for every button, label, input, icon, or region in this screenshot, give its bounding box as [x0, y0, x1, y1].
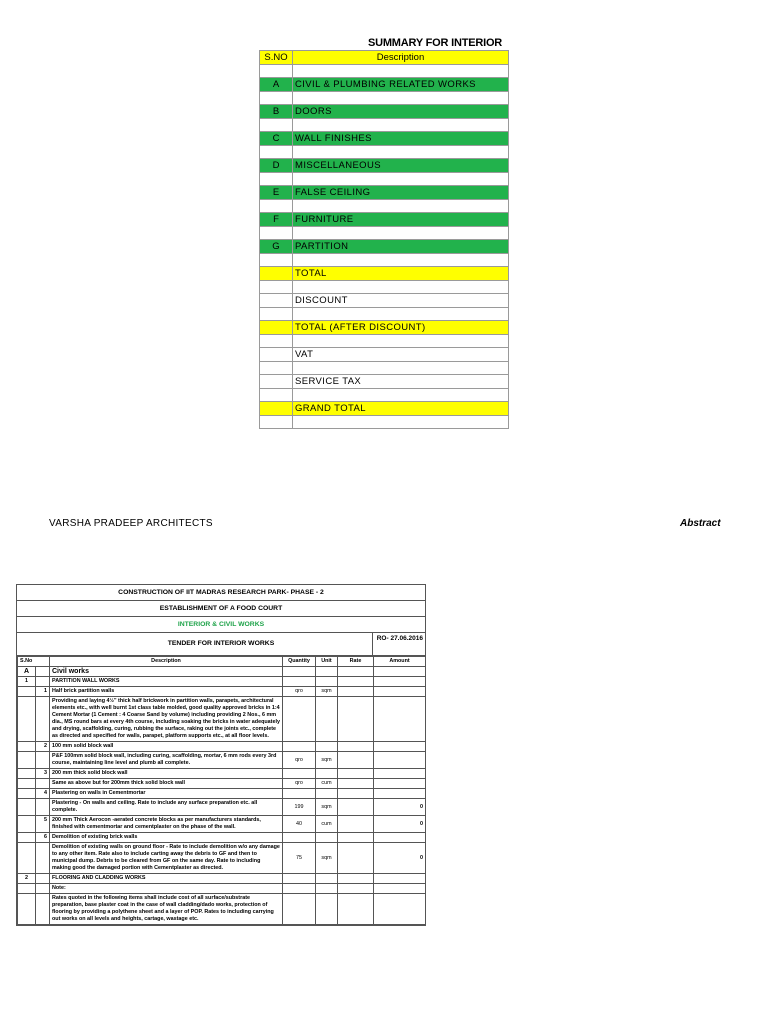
summary-row-sno [260, 64, 293, 78]
summary-row-sno [260, 199, 293, 213]
summary-row [260, 118, 509, 132]
summary-row-sno [260, 118, 293, 132]
boq-item-main-no [18, 884, 36, 894]
summary-row-label [293, 253, 509, 267]
summary-row [260, 280, 509, 294]
boq-header-rate: Rate [338, 657, 374, 667]
boq-item-amount [374, 874, 426, 884]
summary-row [260, 213, 509, 227]
boq-item-description: 100 mm solid block wall [50, 742, 283, 752]
boq-item-amount [374, 884, 426, 894]
summary-row-label: TOTAL [293, 267, 509, 281]
boq-item-quantity: 199 [283, 799, 316, 816]
project-title: CONSTRUCTION OF IIT MADRAS RESEARCH PARK- PHASE - 2 [17, 585, 425, 601]
summary-row-sno: A [260, 78, 293, 92]
boq-header-row [18, 657, 426, 667]
boq-item-main-no [18, 799, 36, 816]
boq-item-row [18, 894, 426, 925]
summary-row-sno [260, 267, 293, 281]
summary-row-label [293, 172, 509, 186]
summary-row-sno: B [260, 105, 293, 119]
boq-item-amount [374, 769, 426, 779]
boq-item-description: Half brick partition walls [50, 687, 283, 697]
summary-row-sno: D [260, 159, 293, 173]
boq-item-description: Demolition of existing brick walls [50, 833, 283, 843]
summary-header-row [260, 51, 509, 65]
boq-item-quantity [283, 833, 316, 843]
boq-item-sub-no: 1 [36, 687, 50, 697]
summary-title: SUMMARY FOR INTERIOR [367, 37, 503, 49]
boq-item-amount [374, 687, 426, 697]
boq-item-unit [316, 833, 338, 843]
boq-item-amount [374, 833, 426, 843]
boq-item-quantity: 40 [283, 816, 316, 833]
boq-header-amount: Amount [374, 657, 426, 667]
boq-item-amount [374, 789, 426, 799]
boq-item-description: PARTITION WALL WORKS [50, 677, 283, 687]
boq-item-sub-no [36, 799, 50, 816]
summary-row [260, 159, 509, 173]
boq-item-description: Plastering - On walls and ceiling. Rate to include any surface preparation etc. all complete. [50, 799, 283, 816]
boq-item-main-no: 1 [18, 677, 36, 687]
summary-row-label [293, 388, 509, 402]
boq-item-quantity [283, 874, 316, 884]
summary-row-sno [260, 334, 293, 348]
boq-item-main-no [18, 742, 36, 752]
boq-item-description: Same as above but for 200mm thick solid block wall [50, 779, 283, 789]
boq-item-unit: sqm [316, 752, 338, 769]
boq-item-amount [374, 752, 426, 769]
abstract-label: Abstract [680, 518, 721, 529]
boq-item-sub-no [36, 677, 50, 687]
summary-row [260, 334, 509, 348]
summary-row-sno [260, 145, 293, 159]
boq-item-rate [338, 843, 374, 874]
summary-row-label: DISCOUNT [293, 294, 509, 308]
boq-item-sub-no: 6 [36, 833, 50, 843]
summary-row-label [293, 280, 509, 294]
boq-item-row [18, 884, 426, 894]
summary-row [260, 402, 509, 416]
boq-item-sub-no: 4 [36, 789, 50, 799]
summary-row [260, 145, 509, 159]
summary-row-sno [260, 172, 293, 186]
firm-name: VARSHA PRADEEP ARCHITECTS [49, 518, 213, 529]
summary-row [260, 267, 509, 281]
boq-item-row [18, 833, 426, 843]
boq-item-sub-no: 2 [36, 742, 50, 752]
summary-row-sno [260, 415, 293, 429]
boq-item-amount: 0 [374, 843, 426, 874]
summary-row-label [293, 145, 509, 159]
summary-row-label [293, 415, 509, 429]
boq-section-row [18, 667, 426, 677]
summary-row-sno [260, 402, 293, 416]
boq-table [17, 656, 426, 925]
boq-item-amount: 0 [374, 816, 426, 833]
boq-header-sno: S.No [18, 657, 50, 667]
boq-item-rate [338, 789, 374, 799]
boq-item-rate [338, 874, 374, 884]
boq-section-code: A [18, 667, 36, 677]
boq-item-unit [316, 789, 338, 799]
summary-row-label: SERVICE TAX [293, 375, 509, 389]
summary-row-label: MISCELLANEOUS [293, 159, 509, 173]
boq-item-description: FLOORING AND CLADDING WORKS [50, 874, 283, 884]
summary-row-label [293, 118, 509, 132]
boq-item-unit [316, 769, 338, 779]
boq-header-unit: Unit [316, 657, 338, 667]
boq-item-description: Rates quoted in the following items shall include cost of all surface/substrate preparation, base plaster coat in the case of wall cladding/dado works, protection of flooring by providing a polythene sheet and a layer of POP. Rates to including carrying out works on all levels and heights, cartage, wastage etc. [50, 894, 283, 925]
boq-item-rate [338, 779, 374, 789]
boq-item-unit [316, 742, 338, 752]
summary-row-sno [260, 361, 293, 375]
boq-item-quantity: 75 [283, 843, 316, 874]
boq-item-rate [338, 742, 374, 752]
boq-item-sub-no [36, 779, 50, 789]
summary-row [260, 78, 509, 92]
summary-row-label: WALL FINISHES [293, 132, 509, 146]
summary-row-sno: G [260, 240, 293, 254]
boq-item-unit [316, 894, 338, 925]
boq-item-rate [338, 884, 374, 894]
summary-row-label: DOORS [293, 105, 509, 119]
boq-item-unit: cum [316, 779, 338, 789]
boq-item-amount [374, 779, 426, 789]
boq-item-quantity [283, 894, 316, 925]
summary-row [260, 186, 509, 200]
summary-row-sno [260, 321, 293, 335]
summary-row-sno: E [260, 186, 293, 200]
summary-row-sno: C [260, 132, 293, 146]
boq-item-sub-no [36, 874, 50, 884]
summary-row-label: PARTITION [293, 240, 509, 254]
summary-row [260, 105, 509, 119]
summary-row [260, 64, 509, 78]
boq-item-main-no [18, 833, 36, 843]
boq-header-quantity: Quantity [283, 657, 316, 667]
summary-row-label [293, 307, 509, 321]
summary-row [260, 415, 509, 429]
boq-header-description: Description [50, 657, 283, 667]
boq-item-sub-no [36, 752, 50, 769]
boq-item-row [18, 752, 426, 769]
summary-row [260, 132, 509, 146]
boq-item-row [18, 874, 426, 884]
summary-row-sno: F [260, 213, 293, 227]
boq-item-amount [374, 742, 426, 752]
boq-item-row [18, 843, 426, 874]
summary-row-label: CIVIL & PLUMBING RELATED WORKS [293, 78, 509, 92]
boq-item-description: Plastering on walls in Cementmortar [50, 789, 283, 799]
summary-row [260, 294, 509, 308]
summary-row [260, 91, 509, 105]
boq-item-unit: cum [316, 816, 338, 833]
boq-item-row [18, 799, 426, 816]
summary-row-sno [260, 294, 293, 308]
summary-row-label [293, 91, 509, 105]
summary-row-sno [260, 91, 293, 105]
summary-row-sno [260, 226, 293, 240]
boq-item-row [18, 687, 426, 697]
summary-row-sno [260, 280, 293, 294]
boq-item-amount: 0 [374, 799, 426, 816]
summary-row [260, 361, 509, 375]
summary-header-sno: S.NO [260, 51, 293, 65]
boq-item-row [18, 789, 426, 799]
boq-item-row [18, 697, 426, 742]
boq-item-description: Providing and laying 4½" thick half brickwork in partition walls, parapets, architectural elements etc., with well burnt 1st class table molded, good quality approved bricks in 1:4 Cement Mortar (1 Cement : 4 Coarse Sand by volume) including providing 2 Nos., 6 mm dia., MS round bars at every 4th course, including soaking the bricks in water adequately and drying, scaffolding, curing, rubbing the surface, raking out the joints etc., complete as directed and specified for walls, parapet, platform supports etc., at all floor levels. [50, 697, 283, 742]
boq-item-main-no [18, 779, 36, 789]
summary-row-label: VAT [293, 348, 509, 362]
boq-item-rate [338, 894, 374, 925]
boq-item-main-no [18, 843, 36, 874]
boq-item-quantity [283, 697, 316, 742]
boq-item-main-no [18, 769, 36, 779]
boq-item-unit: sqm [316, 799, 338, 816]
boq-item-main-no [18, 894, 36, 925]
boq-item-quantity [283, 742, 316, 752]
summary-row-label [293, 334, 509, 348]
boq-item-rate [338, 833, 374, 843]
boq-item-row [18, 677, 426, 687]
boq-item-main-no: 2 [18, 874, 36, 884]
summary-row [260, 172, 509, 186]
boq-item-quantity [283, 769, 316, 779]
boq-item-unit [316, 677, 338, 687]
boq-item-unit [316, 874, 338, 884]
summary-row-label: GRAND TOTAL [293, 402, 509, 416]
summary-row-label [293, 199, 509, 213]
summary-row-sno [260, 348, 293, 362]
boq-item-main-no [18, 752, 36, 769]
boq-item-description: P&F 100mm solid block wall, including curing, scaffolding, mortar, 6 mm rods every 3rd course, maintaining line level and plumb all complete. [50, 752, 283, 769]
boq-item-sub-no [36, 894, 50, 925]
boq-section-title: Civil works [50, 667, 283, 677]
boq-item-sub-no [36, 843, 50, 874]
summary-row-label [293, 226, 509, 240]
boq-item-rate [338, 799, 374, 816]
summary-row [260, 307, 509, 321]
summary-row-label: FURNITURE [293, 213, 509, 227]
summary-row [260, 321, 509, 335]
summary-row [260, 199, 509, 213]
boq-item-quantity [283, 884, 316, 894]
summary-row-sno [260, 253, 293, 267]
boq-item-rate [338, 697, 374, 742]
boq-item-quantity [283, 789, 316, 799]
boq-item-rate [338, 687, 374, 697]
summary-row-label: TOTAL (AFTER DISCOUNT) [293, 321, 509, 335]
boq-item-amount [374, 697, 426, 742]
boq-item-quantity: qro [283, 779, 316, 789]
summary-row-sno [260, 388, 293, 402]
summary-row [260, 226, 509, 240]
summary-row-sno [260, 375, 293, 389]
boq-item-row [18, 742, 426, 752]
tender-title-row [17, 633, 425, 656]
boq-sheet [16, 584, 426, 926]
boq-item-main-no [18, 816, 36, 833]
section-title: INTERIOR & CIVIL WORKS [17, 617, 425, 633]
summary-table [259, 50, 509, 429]
boq-item-unit: sqm [316, 687, 338, 697]
boq-item-amount [374, 677, 426, 687]
boq-item-sub-no: 5 [36, 816, 50, 833]
summary-row [260, 348, 509, 362]
boq-item-description: Note: [50, 884, 283, 894]
boq-item-description: 200 mm Thick Aerocon -aerated concrete blocks as per manufacturers standards, finished with cementmortar and cementplaster on the phase of the wall. [50, 816, 283, 833]
tender-title: TENDER FOR INTERIOR WORKS [167, 640, 275, 647]
boq-item-rate [338, 769, 374, 779]
boq-item-row [18, 769, 426, 779]
boq-item-main-no [18, 789, 36, 799]
boq-item-quantity: qro [283, 687, 316, 697]
boq-item-row [18, 816, 426, 833]
boq-item-main-no [18, 697, 36, 742]
boq-item-unit: sqm [316, 843, 338, 874]
summary-header-description: Description [293, 51, 509, 65]
boq-item-rate [338, 816, 374, 833]
boq-item-sub-no [36, 697, 50, 742]
summary-row-label: FALSE CEILING [293, 186, 509, 200]
summary-row-sno [260, 307, 293, 321]
ro-date: RO- 27.06.2016 [372, 633, 423, 655]
boq-item-sub-no: 3 [36, 769, 50, 779]
boq-item-main-no [18, 687, 36, 697]
summary-row-label [293, 64, 509, 78]
summary-row [260, 375, 509, 389]
boq-item-row [18, 779, 426, 789]
summary-row [260, 240, 509, 254]
summary-row-label [293, 361, 509, 375]
boq-item-rate [338, 752, 374, 769]
boq-item-quantity [283, 677, 316, 687]
boq-item-quantity: qro [283, 752, 316, 769]
summary-row [260, 253, 509, 267]
boq-item-unit [316, 884, 338, 894]
boq-item-description: 200 mm thick solid block wall [50, 769, 283, 779]
establishment-title: ESTABLISHMENT OF A FOOD COURT [17, 601, 425, 617]
boq-item-sub-no [36, 884, 50, 894]
boq-item-description: Demolition of existing walls on ground floor - Rate to include demolition w/o any damage to any other item. Rate also to include carting away the debris to GF and then to municipal dump. Debris to be cleared from GF on the same day. Rate to including making good the damaged portion with Cementplaster as directed. [50, 843, 283, 874]
summary-row [260, 388, 509, 402]
boq-item-unit [316, 697, 338, 742]
boq-item-amount [374, 894, 426, 925]
boq-item-rate [338, 677, 374, 687]
